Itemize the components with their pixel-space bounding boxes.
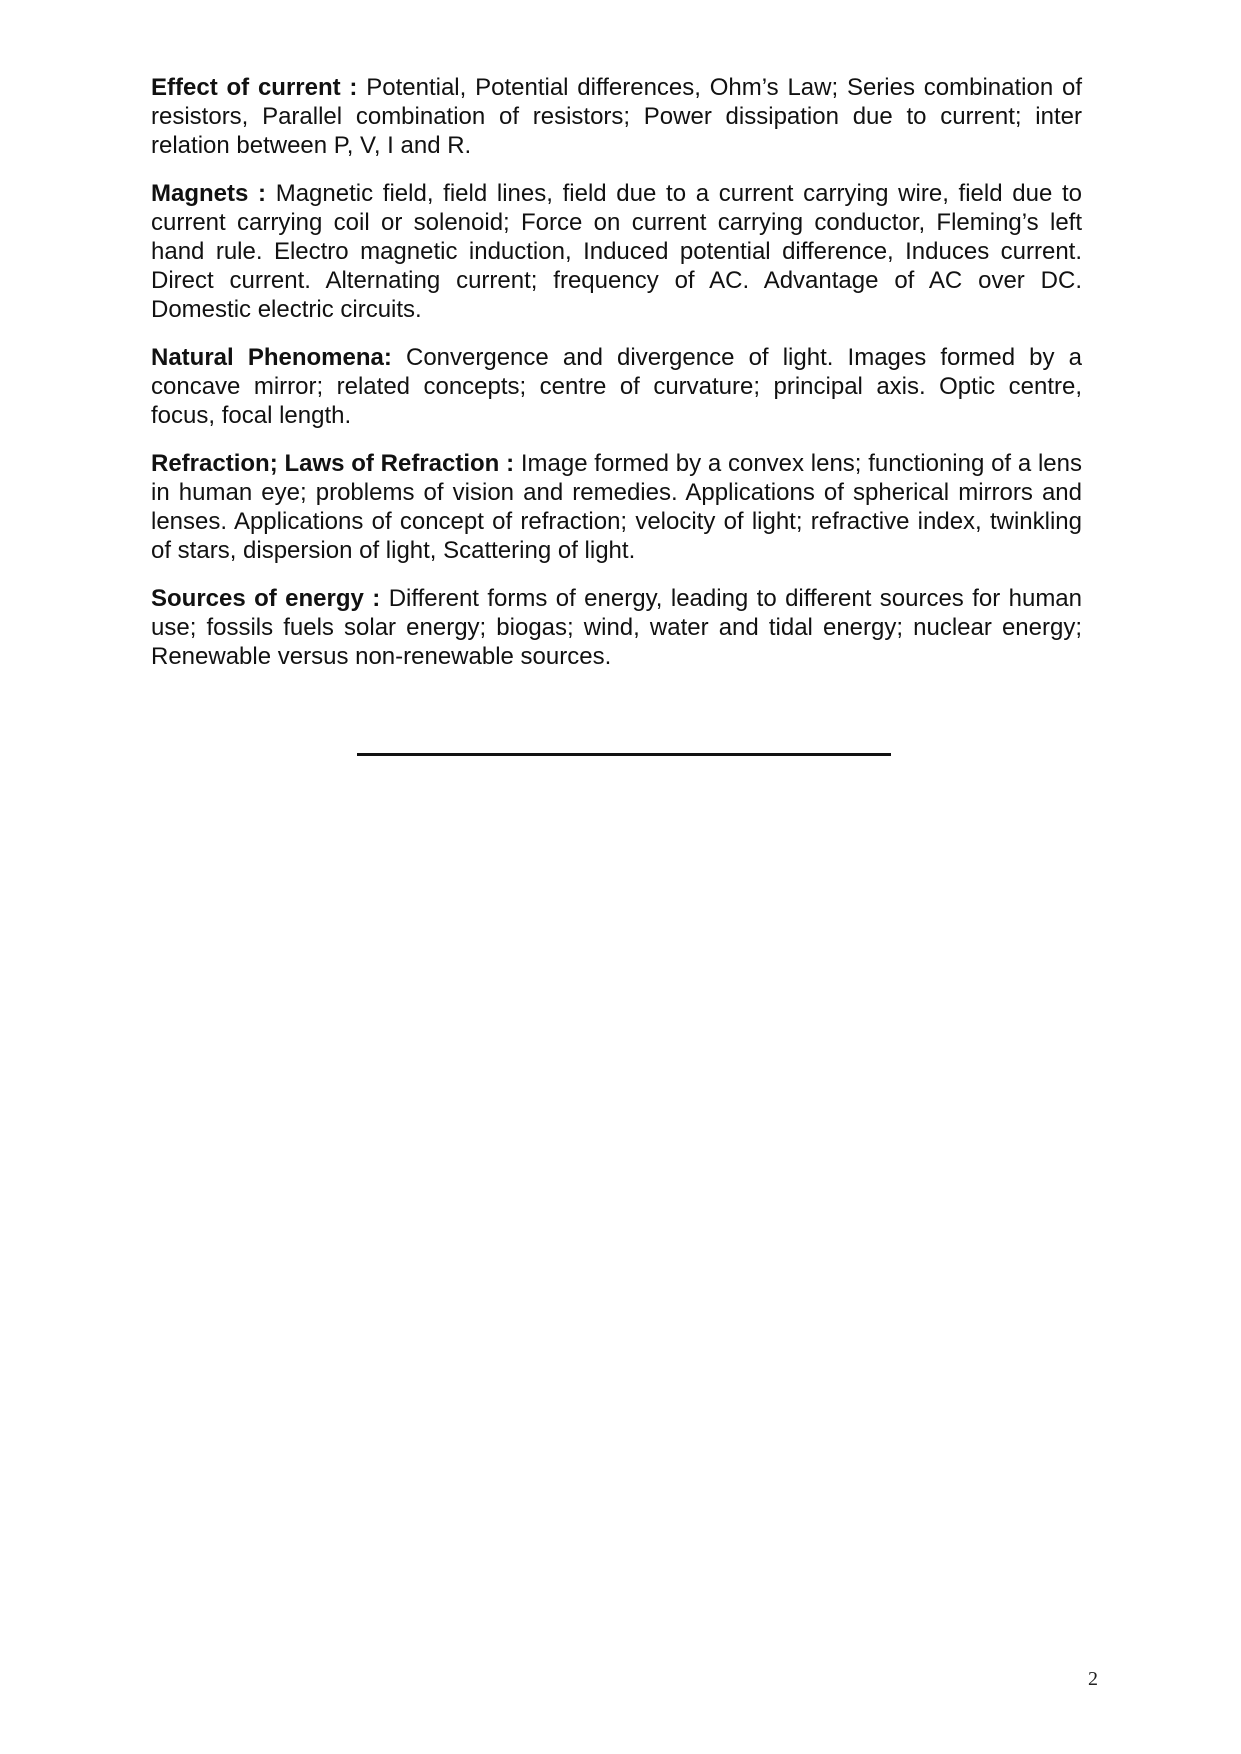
topic-natural-phenomena — [151, 343, 1082, 430]
topic-body: Image formed by a convex lens; functioning of a lens in human eye; problems of vision and remedies. Applications of spherical mirrors and lenses. Applications of concept of refraction; velocity of light; refractive index, twinkling of stars, dispersion of light, Scattering of light. — [151, 450, 1082, 564]
topic-body: Different forms of energy, leading to different sources for human use; fossils fuels solar energy; biogas; wind, water and tidal energy; nuclear energy; Renewable versus non-renewable sources. — [151, 585, 1083, 670]
topic-body: Potential, Potential differences, Ohm’s Law; Series combination of resistors, Parallel combination of resistors; Power dissipation due to current; inter relation between P, V, I and R. — [151, 74, 1083, 159]
topic-sources-of-energy — [151, 584, 1082, 671]
page-content — [151, 73, 1082, 690]
topic-refraction — [151, 449, 1082, 565]
topic-heading: Effect of current : — [151, 74, 358, 101]
topic-heading: Natural Phenomena: — [151, 344, 392, 371]
page-number: 2 — [1088, 1668, 1098, 1690]
topic-heading: Sources of energy : — [151, 585, 381, 612]
section-divider — [357, 753, 891, 756]
topic-heading: Refraction; Laws of Refraction : — [151, 450, 515, 477]
topic-magnets — [151, 179, 1082, 324]
topic-effect-of-current — [151, 73, 1082, 160]
topic-heading: Magnets : — [151, 180, 267, 207]
topic-body: Magnetic field, field lines, field due to a current carrying wire, field due to current carrying coil or solenoid; Force on current carrying conductor, Fleming’s left hand rule. Electro magnetic induction, Induced potential difference, Induces current. Direct current. Alternating current; frequency of AC. Advantage of AC over DC. Domestic electric circuits. — [151, 180, 1082, 323]
topic-body: Convergence and divergence of light. Images formed by a concave mirror; related concepts; centre of curvature; principal axis. Optic centre, focus, focal length. — [151, 344, 1083, 429]
